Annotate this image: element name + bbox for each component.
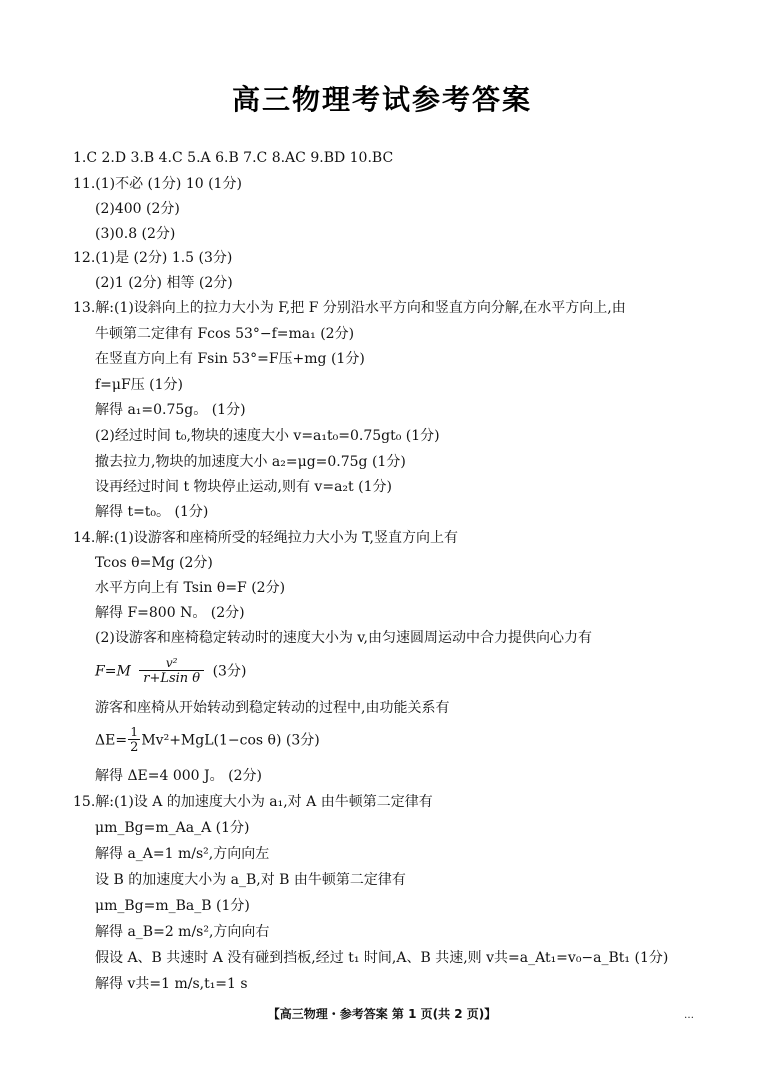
- choice-answers: 1.C 2.D 3.B 4.C 5.A 6.B 7.C 8.AC 9.BD 10.BC: [73, 150, 394, 166]
- q14-line-2: Tcos θ=Mg (2分): [95, 555, 213, 571]
- eq2-rhs: Mv²+MgL(1−cos θ) (3分): [141, 732, 320, 749]
- q13-line-6: (2)经过时间 t₀,物块的速度大小 v=a₁t₀=0.75gt₀ (1分): [95, 428, 440, 444]
- page-footer: 【高三物理・参考答案 第 1 页(共 2 页)】: [267, 1007, 497, 1021]
- eq1-numerator: v²: [139, 656, 204, 671]
- q13-line-4: f=μF压 (1分): [95, 377, 184, 393]
- q14-line-4: 解得 F=800 N。 (2分): [95, 605, 245, 621]
- q15-line-4: 设 B 的加速度大小为 a_B,对 B 由牛顿第二定律有: [95, 872, 406, 888]
- q13-line-1: 13.解:(1)设斜向上的拉力大小为 F,把 F 分别沿水平方向和竖直方向分解,在水平方向上,由: [73, 300, 626, 316]
- q11-line-3: (3)0.8 (2分): [95, 226, 176, 242]
- q13-line-9: 解得 t=t₀。 (1分): [95, 504, 209, 520]
- q14-line-5: (2)设游客和座椅稳定转动时的速度大小为 v,由匀速圆周运动中合力提供向心力有: [95, 630, 592, 646]
- eq1-lhs: F=M: [95, 663, 131, 680]
- q11-line-2: (2)400 (2分): [95, 201, 180, 217]
- footer-mark: …: [684, 1010, 694, 1021]
- q15-line-6: 解得 a_B=2 m/s²,方向向右: [95, 924, 270, 940]
- q15-line-8: 解得 v共=1 m/s,t₁=1 s: [95, 976, 248, 992]
- q13-line-3: 在竖直方向上有 Fsin 53°=F压+mg (1分): [95, 351, 365, 367]
- q15-line-1: 15.解:(1)设 A 的加速度大小为 a₁,对 A 由牛顿第二定律有: [73, 794, 433, 810]
- page-title: 高三物理考试参考答案: [231, 83, 532, 116]
- eq2-denominator: 2: [130, 740, 139, 755]
- q14-energy-line: 游客和座椅从开始转动到稳定转动的过程中,由功能关系有: [95, 700, 450, 716]
- eq2-lhs: ΔE=: [95, 732, 128, 749]
- q15-line-7: 假设 A、B 共速时 A 没有碰到挡板,经过 t₁ 时间,A、B 共速,则 v共=a_At₁=v₀−a_Bt₁ (1分): [95, 950, 669, 966]
- q13-line-7: 撤去拉力,物块的加速度大小 a₂=μg=0.75g (1分): [95, 454, 406, 470]
- q14-line-3: 水平方向上有 Tsin θ=F (2分): [95, 580, 286, 596]
- eq2-fraction: [128, 725, 140, 756]
- q14-line-1: 14.解:(1)设游客和座椅所受的轻绳拉力大小为 T,竖直方向上有: [73, 530, 458, 546]
- q12-line-2: (2)1 (2分) 相等 (2分): [95, 275, 233, 291]
- q15-line-5: μm_Bg=m_Ba_B (1分): [95, 898, 250, 914]
- q15-line-3: 解得 a_A=1 m/s²,方向向左: [95, 846, 270, 862]
- q14-result: 解得 ΔE=4 000 J。 (2分): [95, 768, 262, 784]
- eq2-numerator: 1: [128, 725, 140, 740]
- q12-line-1: 12.(1)是 (2分) 1.5 (3分): [73, 250, 233, 266]
- q15-line-2: μm_Bg=m_Aa_A (1分): [95, 820, 250, 836]
- q13-line-2: 牛顿第二定律有 Fcos 53°−f=ma₁ (2分): [95, 326, 355, 342]
- q14-equation-1: [95, 656, 246, 687]
- q13-line-5: 解得 a₁=0.75g。 (1分): [95, 402, 246, 418]
- q13-line-8: 设再经过时间 t 物块停止运动,则有 v=a₂t (1分): [95, 479, 392, 495]
- eq1-denominator: r+Lsin θ: [143, 671, 201, 686]
- q11-line-1: 11.(1)不必 (1分) 10 (1分): [73, 176, 242, 192]
- eq1-score: (3分): [212, 663, 247, 680]
- q14-equation-2: [95, 725, 320, 756]
- eq1-fraction: [139, 656, 204, 687]
